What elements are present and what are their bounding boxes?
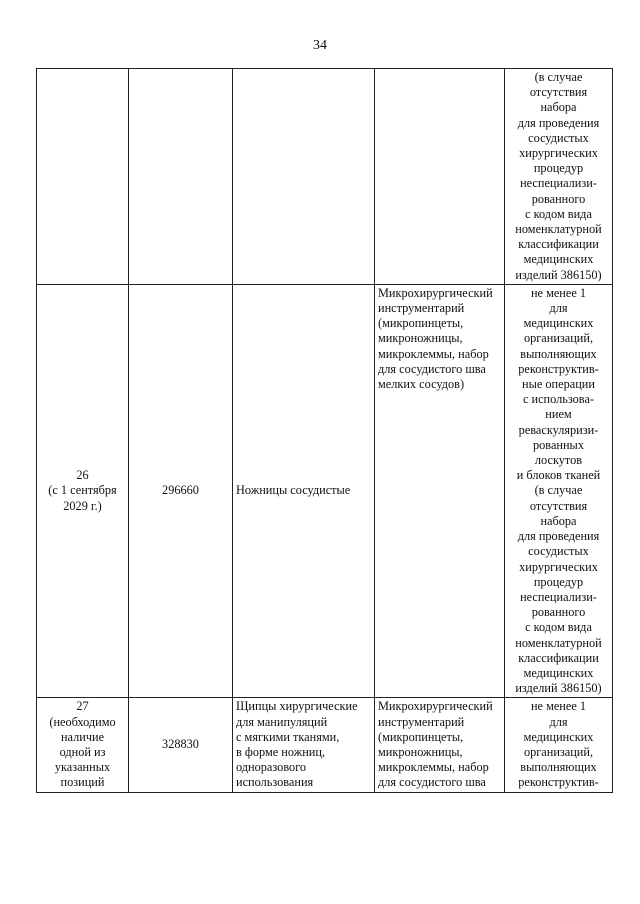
cell-alternative	[375, 284, 505, 697]
cell-alternative	[375, 698, 505, 792]
table-row	[37, 69, 613, 285]
text-line: одноразового	[236, 760, 307, 775]
cell-number	[37, 698, 129, 792]
text-line: с мягкими тканями,	[236, 729, 340, 744]
text-line: не менее 1	[530, 285, 587, 300]
text-line: для	[549, 301, 568, 316]
text-line: микроножницы,	[378, 331, 463, 346]
text-line: рованного	[531, 605, 586, 620]
text-line: для манипуляций	[236, 714, 328, 729]
text-line: классификации	[518, 237, 599, 252]
text-line: для сосудистого шва	[378, 361, 486, 376]
text-line: (с 1 сентября	[48, 483, 117, 498]
text-line: ные операции	[522, 377, 595, 392]
cell-name	[233, 698, 375, 792]
text-line: неспециализи-	[520, 176, 597, 191]
text-line: микроножницы,	[378, 744, 463, 759]
text-line: мелких сосудов)	[378, 377, 465, 392]
cell-name	[233, 69, 375, 285]
text-line: (необходимо	[49, 714, 116, 729]
text-line: набора	[540, 100, 577, 115]
text-line: Щипцы хирургические	[236, 699, 358, 714]
text-line: реваскуляризи-	[518, 422, 599, 437]
text-line: 26	[76, 468, 89, 483]
text-line: рованных	[533, 437, 584, 452]
text-line: 27	[76, 699, 89, 714]
text-line: изделий 386150)	[515, 681, 602, 696]
text-line: медицинских	[523, 316, 594, 331]
text-line: (в случае	[534, 70, 583, 84]
text-line: указанных	[54, 760, 111, 775]
text-line: для	[549, 714, 568, 729]
text-line: сосудистых	[528, 544, 589, 559]
cell-number	[37, 284, 129, 697]
text-line: (микропинцеты,	[378, 316, 464, 331]
text-line: медицинских	[523, 729, 594, 744]
text-line: процедур	[533, 574, 584, 589]
text-line: процедур	[533, 161, 584, 176]
text-line: организаций,	[523, 744, 594, 759]
text-line: организаций,	[523, 331, 594, 346]
equipment-table	[36, 68, 613, 793]
cell-requirement	[505, 284, 613, 697]
cell-number	[37, 69, 129, 285]
cell-code	[129, 69, 233, 285]
text-line: набора	[540, 513, 577, 528]
text-line: микроклеммы, набор	[378, 346, 489, 361]
text-line: одной из	[59, 744, 106, 759]
text-line: медицинских	[523, 665, 594, 680]
text-line: 2029 г.)	[63, 498, 102, 513]
text-line: реконструктив-	[518, 775, 599, 790]
text-line: отсутствия	[529, 85, 588, 100]
text-line: хирургических	[519, 559, 598, 574]
text-line: наличие	[60, 729, 105, 744]
text-line: и блоков тканей	[516, 468, 601, 483]
cell-code: 328830	[129, 698, 233, 792]
text-line: выполняющих	[520, 346, 597, 361]
text-line: для сосудистого шва	[378, 775, 486, 790]
text-line: изделий 386150)	[515, 267, 602, 282]
text-line: микроклеммы, набор	[378, 760, 489, 775]
text-line: (микропинцеты,	[378, 729, 464, 744]
text-line: позиций	[60, 775, 105, 790]
page-number: 34	[313, 38, 327, 53]
text-line: с кодом вида	[525, 206, 592, 221]
text-line: нием	[545, 407, 572, 422]
text-line: в форме ножниц,	[236, 744, 326, 759]
text-line: (в случае	[534, 483, 583, 498]
text-line: отсутствия	[529, 498, 588, 513]
text-line: для проведения	[517, 529, 600, 544]
text-line: не менее 1	[530, 699, 587, 714]
text-line: для проведения	[517, 115, 600, 130]
text-line: лоскутов	[534, 453, 583, 468]
cell-code: 296660	[129, 284, 233, 697]
text-line: хирургических	[519, 146, 598, 161]
text-line: Микрохирургический	[378, 285, 493, 300]
table-row	[37, 698, 613, 792]
text-line: инструментарий	[378, 714, 465, 729]
text-line: Микрохирургический	[378, 699, 493, 714]
cell-name: Ножницы сосудистые	[233, 284, 375, 697]
cell-requirement	[505, 698, 613, 792]
text-line: номенклатурной	[515, 222, 602, 237]
text-line: номенклатурной	[515, 635, 602, 650]
text-line: классификации	[518, 650, 599, 665]
cell-requirement	[505, 69, 613, 285]
text-line: с использова-	[522, 392, 594, 407]
text-line: неспециализи-	[520, 589, 597, 604]
cell-alternative	[375, 69, 505, 285]
table-row	[37, 284, 613, 697]
text-line: медицинских	[523, 252, 594, 267]
text-line: сосудистых	[528, 130, 589, 145]
text-line: рованного	[531, 191, 586, 206]
text-line: выполняющих	[520, 760, 597, 775]
text-line: использования	[236, 775, 314, 790]
text-line: с кодом вида	[525, 620, 592, 635]
text-line: реконструктив-	[518, 361, 599, 376]
text-line: инструментарий	[378, 301, 465, 316]
